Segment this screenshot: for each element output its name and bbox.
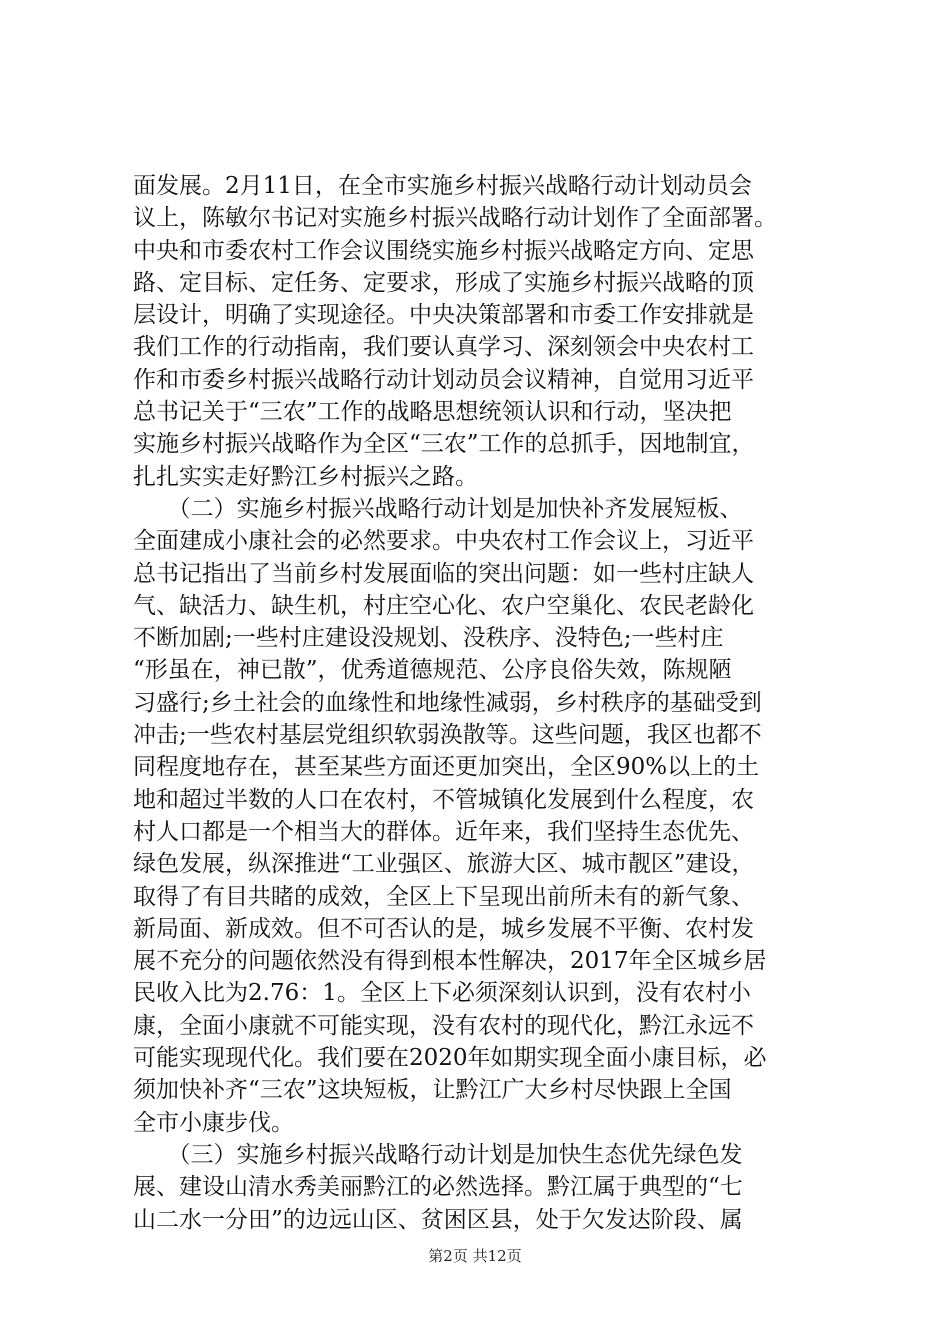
text-line: 须加快补齐“三农”这块短板，让黔江广大乡村尽快跟上全国 [133, 1077, 732, 1104]
text-line: 作和市委乡村振兴战略行动计划动员会议精神，自觉用习近平 [133, 366, 754, 393]
text-line: 总书记指出了当前乡村发展面临的突出问题：如一些村庄缺人 [133, 560, 754, 587]
text-line: 气、缺活力、缺生机，村庄空心化、农户空巢化、农民老龄化 [133, 592, 754, 619]
text-line: 议上，陈敏尔书记对实施乡村振兴战略行动计划作了全面部署。 [133, 205, 777, 232]
text-line: 中央和市委农村工作会议围绕实施乡村振兴战略定方向、定思 [133, 237, 754, 264]
text-line: 总书记关于“三农”工作的战略思想统领认识和行动，坚决把 [133, 399, 732, 426]
text-line: 同程度地存在，甚至某些方面还更加突出，全区90%以上的土 [133, 754, 760, 781]
text-line: 我们工作的行动指南，我们要认真学习、深刻领会中央农村工 [133, 334, 754, 361]
text-line: 习盛行;乡土社会的血缘性和地缘性减弱，乡村秩序的基础受到 [133, 689, 762, 716]
body-text [133, 170, 833, 1236]
text-line: 展不充分的问题依然没有得到根本性解决，2017年全区城乡居 [133, 948, 767, 975]
text-line: 康，全面小康就不可能实现，没有农村的现代化，黔江永远不 [133, 1012, 754, 1039]
text-line: （二）实施乡村振兴战略行动计划是加快补齐发展短板、 [133, 495, 743, 522]
page-footer: 第2页 共12页 [428, 1247, 522, 1265]
text-line: 冲击;一些农村基层党组织软弱涣散等。这些问题，我区也都不 [133, 722, 762, 749]
text-line: 取得了有目共睹的成效，全区上下呈现出前所未有的新气象、 [133, 883, 754, 910]
text-line: 不断加剧;一些村庄建设没规划、没秩序、没特色;一些村庄 [133, 625, 724, 652]
text-line: 全市小康步伐。 [133, 1109, 294, 1136]
text-line: 实施乡村振兴战略作为全区“三农”工作的总抓手，因地制宜， [133, 431, 755, 458]
text-line: 层设计，明确了实现途径。中央决策部署和市委工作安排就是 [133, 302, 754, 329]
text-line: 全面建成小康社会的必然要求。中央农村工作会议上，习近平 [133, 528, 754, 555]
text-line: 新局面、新成效。但不可否认的是，城乡发展不平衡、农村发 [133, 915, 754, 942]
text-line: 扎扎实实走好黔江乡村振兴之路。 [133, 463, 478, 490]
text-line: “形虽在，神已散”，优秀道德规范、公序良俗失效，陈规陋 [133, 657, 732, 684]
text-line: 地和超过半数的人口在农村，不管城镇化发展到什么程度，农 [133, 786, 754, 813]
text-line: 面发展。2月11日，在全市实施乡村振兴战略行动计划动员会 [133, 173, 752, 199]
text-line: 展、建设山清水秀美丽黔江的必然选择。黔江属于典型的“七 [133, 1174, 743, 1201]
text-line: 民收入比为2.76：1。全区上下必须深刻认识到，没有农村小 [133, 980, 751, 1007]
text-line: 村人口都是一个相当大的群体。近年来，我们坚持生态优先、 [133, 818, 754, 845]
text-line: （三）实施乡村振兴战略行动计划是加快生态优先绿色发 [133, 1141, 743, 1168]
text-line: 路、定目标、定任务、定要求，形成了实施乡村振兴战略的顶 [133, 269, 754, 296]
text-line: 山二水一分田”的边远山区、贫困区县，处于欠发达阶段、属 [133, 1206, 743, 1233]
text-line: 可能实现现代化。我们要在2020年如期实现全面小康目标，必 [133, 1045, 767, 1072]
text-line: 绿色发展，纵深推进“工业强区、旅游大区、城市靓区”建设， [133, 851, 755, 878]
